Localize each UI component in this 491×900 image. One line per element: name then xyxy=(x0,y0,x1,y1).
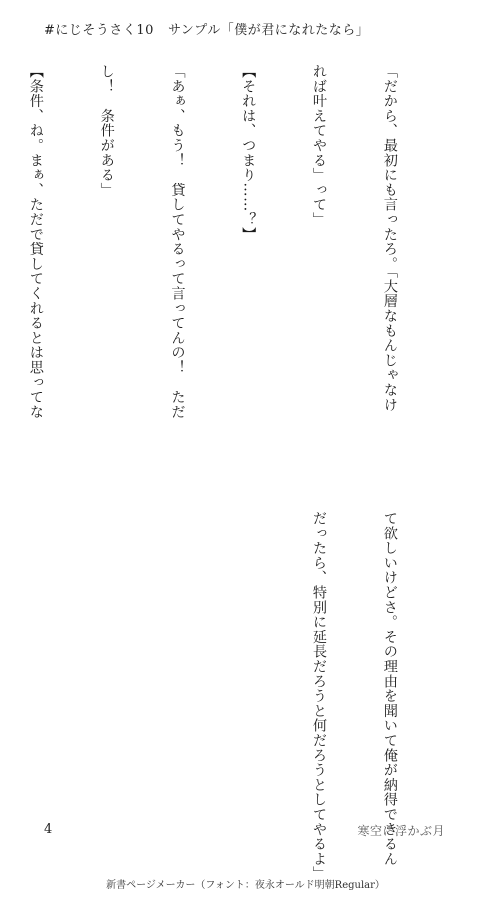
header-tag: #にじそうさく10 xyxy=(44,23,154,38)
text-line: れば叶えてやる」って」 xyxy=(311,64,328,227)
text-line: 【それは、つまり……？】 xyxy=(240,64,257,242)
text-line: 「だから、最初にも言ったろ。「大層なもんじゃなけ xyxy=(381,64,398,413)
footer-credit: 新書ページメーカー（フォント：夜永オールド明朝Regular） xyxy=(106,880,385,891)
page-header xyxy=(44,19,369,38)
text-line: て欲しいけどさ。その理由を聞いて俺が納得できるん xyxy=(381,511,398,867)
page-number: 4 xyxy=(44,822,53,837)
body-text-top xyxy=(0,64,448,452)
text-line: し！ 条件がある」 xyxy=(98,64,115,198)
text-line: 「あぁ、もう！ 貸してやるって言ってんの！ ただ xyxy=(169,64,186,420)
running-title: 寒空に浮かぶ月 xyxy=(357,824,445,838)
text-line: だったら、特別に延長だろうと何だろうとしてやるよ」 xyxy=(311,511,328,881)
header-title: サンプル「僕が君になれたなら」 xyxy=(167,23,370,38)
text-line: 【条件、ね。まぁ、ただで貸してくれるとは思ってな xyxy=(27,64,44,420)
